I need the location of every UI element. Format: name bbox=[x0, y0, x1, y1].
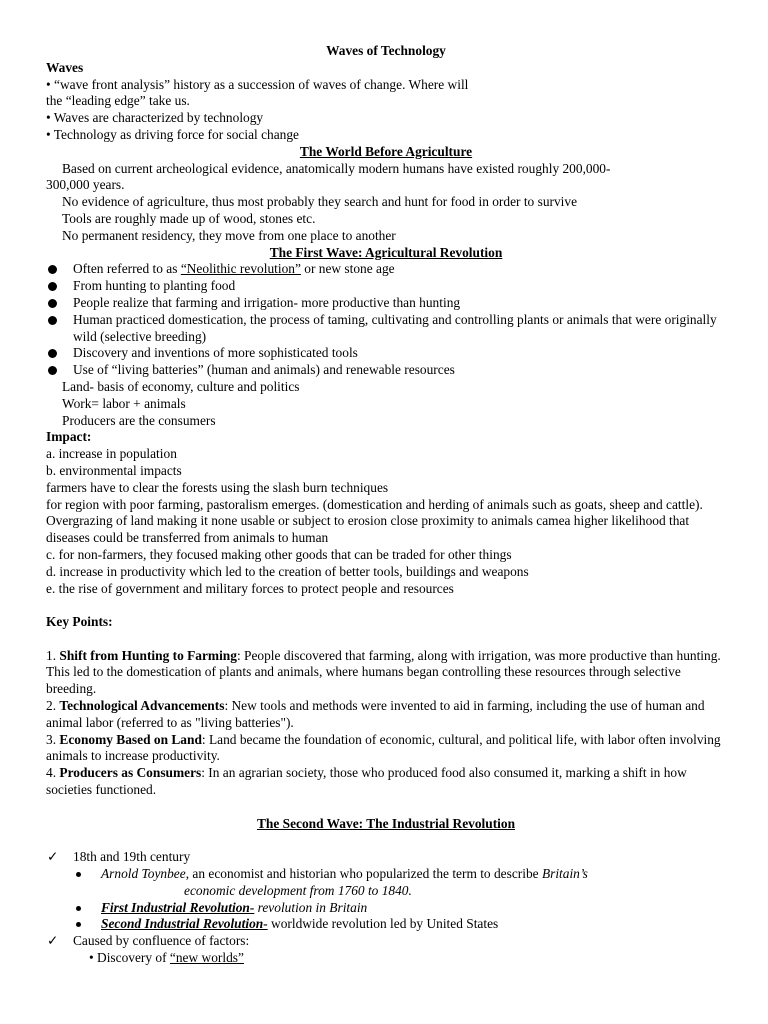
first-wave-heading-text: The First Wave: Agricultural Revolution bbox=[269, 244, 503, 260]
spacer bbox=[46, 799, 726, 816]
waves-heading: Waves bbox=[46, 59, 84, 75]
second-wave-heading bbox=[46, 816, 726, 833]
first-wave-heading bbox=[46, 245, 726, 262]
bullet-text: Discovery and inventions of more sophisticated tools bbox=[73, 345, 358, 361]
key-point-text: : Land became the foundation of economic, cultural, and political life, with labor often involving animals to increase productivity. bbox=[46, 731, 721, 764]
before-agriculture-p4: No permanent residency, they move from one place to another bbox=[62, 227, 396, 243]
spacer bbox=[46, 597, 726, 614]
key-points-heading: Key Points: bbox=[46, 614, 113, 630]
impact-item: c. for non-farmers, they focused making other goods that can be traded for other things bbox=[46, 546, 512, 562]
bullet-dot-icon bbox=[48, 299, 57, 308]
impact-item: a. increase in population bbox=[46, 446, 177, 462]
key-point bbox=[46, 732, 726, 766]
second-industrial-revolution-term: Second Industrial Revolution- bbox=[101, 916, 268, 932]
waves-item: • “wave front analysis” history as a succession of waves of change. Where will bbox=[46, 76, 469, 92]
key-point-number: 1. bbox=[46, 647, 60, 663]
key-point-term: Technological Advancements bbox=[59, 698, 225, 714]
impact-detail: farmers have to clear the forests using the slash burn techniques bbox=[46, 479, 389, 495]
waves-item: the “leading edge” take us. bbox=[46, 93, 190, 109]
first-wave-bullet bbox=[46, 312, 726, 346]
impact-item: e. the rise of government and military forces to protect people and resources bbox=[46, 580, 454, 596]
waves-item: • Technology as driving force for social change bbox=[46, 126, 300, 142]
britain-text: Britain’s bbox=[541, 866, 588, 882]
key-point-term: Shift from Hunting to Farming bbox=[59, 647, 237, 663]
sub-bullet bbox=[46, 866, 726, 883]
bullet-text: Often referred to as bbox=[73, 261, 181, 277]
bullet-dot-icon bbox=[48, 265, 57, 274]
before-agriculture-p1-cont: 300,000 years. bbox=[46, 177, 125, 193]
bullet-dot-icon bbox=[48, 316, 57, 325]
toynbee-name: Arnold Toynbee bbox=[101, 866, 186, 882]
first-wave-bullet bbox=[46, 278, 726, 295]
bullet-text: Human practiced domestication, the process of taming, cultivating and controlling plants or animals that were originally wild (selective breeding) bbox=[73, 311, 717, 344]
document-title: Waves of Technology bbox=[326, 43, 446, 58]
bullet-text: Use of “living batteries” (human and animals) and renewable resources bbox=[73, 362, 455, 378]
new-worlds-item bbox=[46, 950, 726, 967]
check-item bbox=[46, 933, 726, 950]
before-agriculture-p3: Tools are roughly made up of wood, stones etc. bbox=[62, 210, 316, 226]
sub-bullet-text: revolution in Britain bbox=[254, 899, 368, 915]
key-point-number: 2. bbox=[46, 698, 60, 714]
key-point-term: Producers as Consumers bbox=[59, 765, 202, 781]
key-point-text: : People discovered that farming, along with irrigation, was more productive than hunting. This led to the domestication of plants and animals, where humans began controlling these resources through selective breeding. bbox=[46, 647, 721, 697]
first-wave-subline: Land- basis of economy, culture and politics bbox=[62, 378, 300, 394]
spacer bbox=[46, 631, 726, 648]
bullet-text: or new stone age bbox=[300, 261, 395, 277]
bullet-dot-icon bbox=[76, 922, 81, 927]
second-wave-heading-text: The Second Wave: The Industrial Revolution bbox=[256, 815, 516, 831]
first-wave-bullet bbox=[46, 261, 726, 278]
impact-item: b. environmental impacts bbox=[46, 462, 182, 478]
bullet-text: From hunting to planting food bbox=[73, 278, 236, 294]
check-item-text: 18th and 19th century bbox=[73, 849, 191, 865]
sub-bullet-text: , an economist and historian who popularized the term to describe bbox=[185, 866, 542, 882]
key-point-term: Economy Based on Land bbox=[59, 731, 202, 747]
new-worlds-text: • Discovery of bbox=[89, 950, 170, 966]
sub-bullet-continuation: economic development from 1760 to 1840. bbox=[184, 882, 412, 898]
first-wave-bullet bbox=[46, 345, 726, 362]
check-item-text: Caused by confluence of factors: bbox=[73, 933, 250, 949]
bullet-dot-icon bbox=[48, 349, 57, 358]
key-point-text: : New tools and methods were invented to aid in farming, including the use of human and animal labor (referred to as "living batteries"). bbox=[46, 698, 705, 730]
key-point bbox=[46, 698, 726, 732]
impact-item: d. increase in productivity which led to the creation of better tools, buildings and weapons bbox=[46, 563, 529, 579]
first-wave-bullet bbox=[46, 362, 726, 379]
check-item bbox=[46, 849, 726, 866]
bullet-text: People realize that farming and irrigation- more productive than hunting bbox=[73, 294, 461, 310]
waves-item: • Waves are characterized by technology bbox=[46, 110, 264, 126]
neolithic-revolution-link: “Neolithic revolution” bbox=[180, 261, 301, 277]
new-worlds-link: “new worlds” bbox=[169, 950, 244, 966]
key-point bbox=[46, 648, 726, 698]
bullet-dot-icon bbox=[48, 366, 57, 375]
before-agriculture-p2: No evidence of agriculture, thus most probably they search and hunt for food in order to survive bbox=[62, 194, 578, 210]
key-point-number: 3. bbox=[46, 731, 60, 747]
key-point-number: 4. bbox=[46, 765, 60, 781]
before-agriculture-p1: Based on current archeological evidence, anatomically modern humans have existed roughly 200,000- bbox=[62, 160, 611, 176]
first-wave-subline: Producers are the consumers bbox=[62, 412, 216, 428]
check-icon: ✓ bbox=[47, 849, 59, 865]
sub-bullet bbox=[46, 900, 726, 917]
sub-bullet-text: worldwide revolution led by United States bbox=[267, 916, 499, 932]
first-industrial-revolution-term: First Industrial Revolution- bbox=[101, 899, 255, 915]
first-wave-subline: Work= labor + animals bbox=[62, 395, 186, 411]
before-agriculture-heading-text: The World Before Agriculture bbox=[299, 143, 473, 159]
spacer bbox=[46, 832, 726, 849]
bullet-dot-icon bbox=[76, 872, 81, 877]
before-agriculture-heading bbox=[46, 144, 726, 161]
bullet-dot-icon bbox=[76, 906, 81, 911]
key-point-text: : In an agrarian society, those who produced food also consumed it, marking a shift in how societies functioned. bbox=[46, 765, 687, 798]
key-point bbox=[46, 765, 726, 799]
first-wave-bullet bbox=[46, 295, 726, 312]
impact-heading: Impact: bbox=[46, 429, 92, 445]
bullet-dot-icon bbox=[48, 282, 57, 291]
sub-bullet bbox=[46, 916, 726, 933]
document-page bbox=[46, 43, 726, 967]
impact-detail: for region with poor farming, pastoralism emerges. (domestication and herding of animals such as goats, sheep and cattle). Overgrazing of land making it none usable or subject to erosion close proximity to animals camea higher likelihood that diseases could be transferred from animals to human bbox=[46, 496, 703, 546]
check-icon: ✓ bbox=[47, 933, 59, 949]
